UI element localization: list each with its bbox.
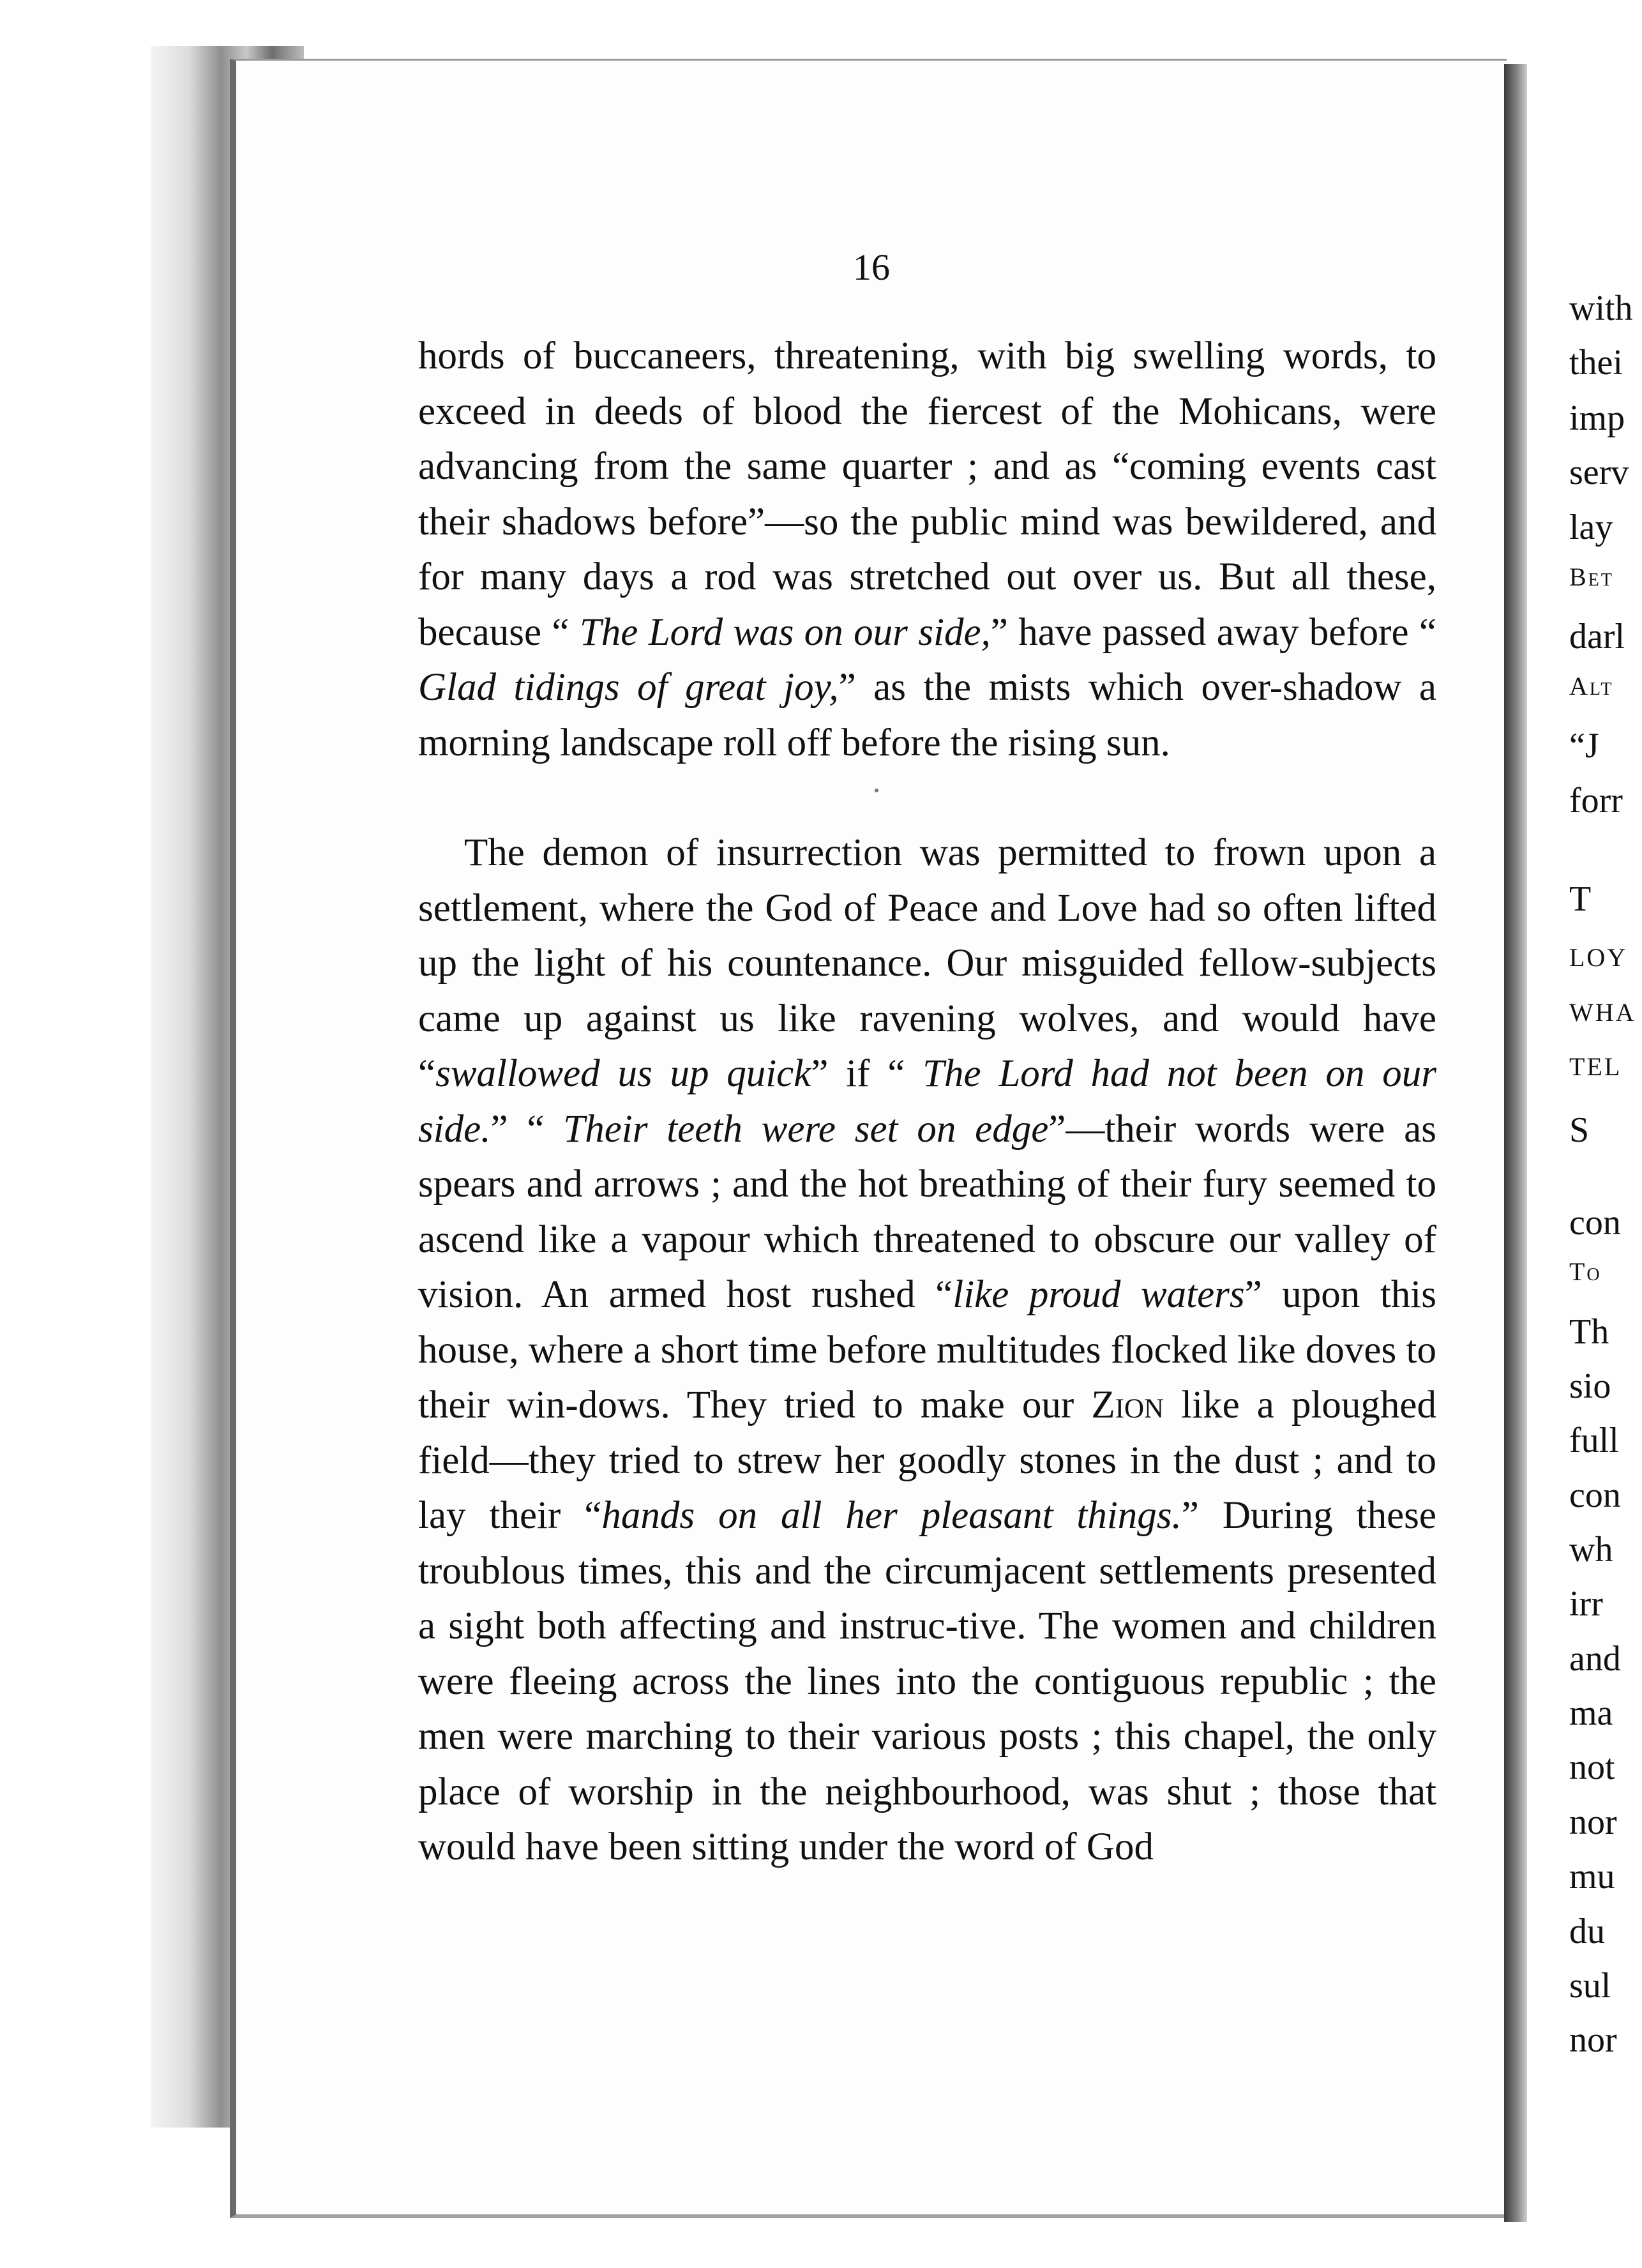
facing-line-fragment: mu: [1569, 1857, 1615, 1896]
print-speck: [875, 789, 878, 792]
italic-quote: like proud waters: [953, 1273, 1245, 1316]
italic-quote: swallowed us up quick: [435, 1052, 811, 1095]
facing-line-fragment: wh: [1569, 1530, 1613, 1569]
text-run: hords of buccaneers, threatening, with big swelling words, to exceed in deeds of blood the fiercest of the Mohicans, were advancing from the same quarter ; and as “coming events cast their shadows before”—so the public mind was bewildered, and for many days a rod was stretched out over us. But all these, because “: [418, 335, 1436, 654]
book-gutter: [1504, 64, 1527, 2222]
facing-line-fragment: T: [1569, 879, 1592, 919]
small-caps-word: Zion: [1091, 1384, 1164, 1426]
facing-page-edge: [1527, 0, 1642, 2268]
text-run: ”—their words were as spears and arrows ; and the hot breathing of their fury seemed to ascend like a vapour which threatened to obscure our valley of vision. An armed host rushed “: [418, 1107, 1436, 1316]
body-text: [418, 329, 1436, 1875]
facing-line-fragment: WHA: [1569, 998, 1636, 1027]
facing-line-fragment: du: [1569, 1912, 1605, 1951]
facing-line-fragment: not: [1569, 1748, 1615, 1787]
paragraph-1: [418, 329, 1436, 771]
facing-line-fragment: nor: [1569, 1803, 1617, 1842]
text-run: ” During these troublous times, this and the circumjacent settlements presented a sight both affecting and instruc-tive. The women and children were fleeing across the lines into the contiguous republic ; the men were marching to their various posts ; this chapel, the only place of worship in the neighbourhood, was shut ; those that would have been sitting under the word of God: [418, 1494, 1436, 1868]
facing-line-fragment: “J: [1569, 726, 1599, 766]
text-run: ” upon this house, where a short time before multitudes flocked like doves to their win-dows. They tried to make our: [418, 1273, 1436, 1426]
facing-line-fragment: Bet: [1569, 563, 1614, 591]
facing-line-fragment: serv: [1569, 453, 1629, 492]
italic-quote: Their teeth were set on edge: [563, 1107, 1049, 1151]
paragraph-2: [418, 826, 1436, 1875]
facing-line-fragment: darl: [1569, 617, 1625, 656]
facing-line-fragment: irr: [1569, 1584, 1603, 1624]
text-run: ” have passed away before “: [990, 610, 1436, 654]
text-run: like a ploughed field—they tried to strew her goodly stones in the dust ; and to lay their “: [418, 1384, 1436, 1537]
facing-line-fragment: con: [1569, 1476, 1621, 1515]
page-number: 16: [853, 246, 890, 288]
text-run: ” “: [490, 1107, 564, 1151]
facing-line-fragment: sio: [1569, 1366, 1611, 1406]
facing-line-fragment: Alt: [1569, 672, 1614, 700]
facing-line-fragment: thei: [1569, 343, 1623, 382]
italic-quote: The Lord had not been on our side.: [418, 1052, 1436, 1151]
text-run: The demon of insurrection was permitted to frown upon a settlement, where the God of Peace and Love had so often lifted up the light of his countenance. Our misguided fellow-subjects came up against us like ravening wolves, and would have “: [418, 831, 1436, 1095]
facing-line-fragment: To: [1569, 1257, 1602, 1286]
facing-line-fragment: S: [1569, 1110, 1590, 1150]
text-run: ” if “: [811, 1052, 923, 1095]
facing-line-fragment: lay: [1569, 508, 1613, 547]
text-run: ” as the mists which over-shadow a morning landscape roll off before the rising sun.: [418, 666, 1437, 764]
italic-quote: Glad tidings of great joy,: [418, 666, 839, 709]
facing-line-fragment: nor: [1569, 2020, 1617, 2060]
facing-line-fragment: ma: [1569, 1693, 1613, 1733]
facing-line-fragment: with: [1569, 289, 1633, 328]
facing-line-fragment: sul: [1569, 1966, 1611, 2006]
italic-quote: hands on all her pleasant things.: [601, 1494, 1182, 1537]
facing-line-fragment: TEL: [1569, 1052, 1622, 1081]
book-page: [230, 59, 1507, 2218]
facing-line-fragment: and: [1569, 1639, 1621, 1679]
facing-line-fragment: Th: [1569, 1312, 1609, 1352]
italic-quote: The Lord was on our side,: [579, 610, 991, 654]
facing-line-fragment: LOY: [1569, 943, 1628, 972]
facing-line-fragment: con: [1569, 1203, 1621, 1243]
facing-line-fragment: forr: [1569, 781, 1623, 820]
facing-line-fragment: full: [1569, 1421, 1619, 1460]
facing-line-fragment: imp: [1569, 398, 1625, 438]
